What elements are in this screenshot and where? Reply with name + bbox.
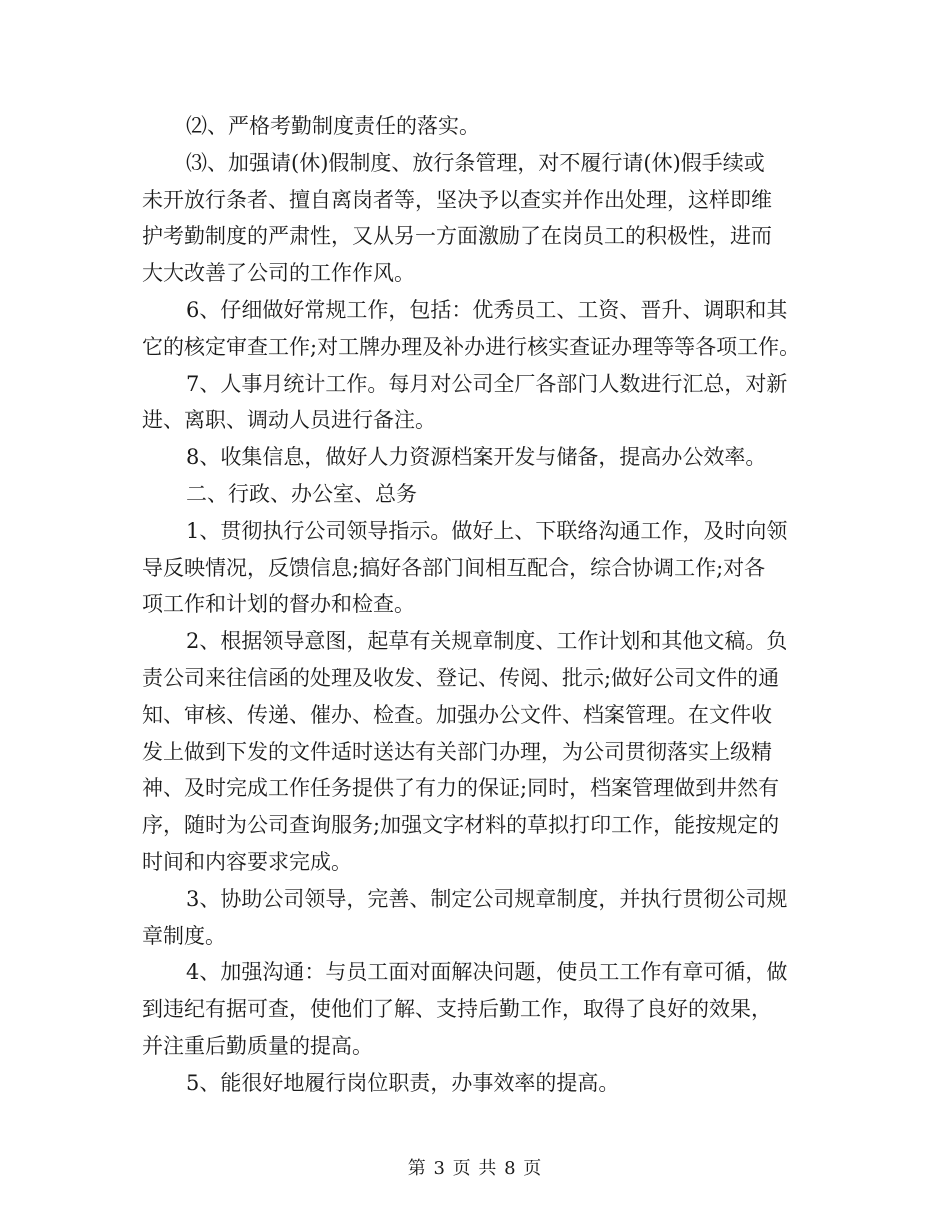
text-line: 未开放行条者、擅自离岗者等，坚决予以查实并作出处理，这样即维	[142, 187, 772, 212]
page-number-footer: 第 3 页 共 8 页	[407, 1158, 543, 1179]
paragraph-job-duties	[142, 1065, 807, 1102]
text-line: 4、加强沟通：与员工面对面解决问题，使员工工作有章可循，做	[186, 960, 788, 985]
text-line: 1、贯彻执行公司领导指示。做好上、下联络沟通工作，及时向领	[186, 518, 788, 543]
text-line: 它的核定审查工作;对工牌办理及补办进行核实查证办理等等各项工作。	[142, 334, 801, 359]
text-line: 知、审核、传递、催办、检查。加强办公文件、档案管理。在文件收	[142, 702, 772, 727]
text-line: 章制度。	[142, 923, 226, 948]
paragraph-routine-work	[142, 292, 807, 366]
text-line: 护考勤制度的严肃性，又从另一方面激励了在岗员工的积极性，进而	[142, 224, 772, 249]
text-line: 发上做到下发的文件适时送达有关部门办理，为公司贯彻落实上级精	[142, 739, 772, 764]
paragraph-leadership-instructions	[142, 513, 807, 623]
section-heading: 二、行政、办公室、总务	[186, 481, 417, 506]
text-line: 2、根据领导意图，起草有关规章制度、工作计划和其他文稿。负	[186, 629, 788, 654]
text-line: ⑵、严格考勤制度责任的落实。	[186, 114, 480, 138]
text-line: 6、仔细做好常规工作，包括：优秀员工、工资、晋升、调职和其	[186, 297, 788, 322]
text-line: 8、收集信息，做好人力资源档案开发与储备，提高办公效率。	[186, 445, 767, 470]
paragraph-information-collection	[142, 439, 807, 476]
text-line: 序，随时为公司查询服务;加强文字材料的草拟打印工作，能按规定的	[142, 813, 780, 838]
text-line: 大大改善了公司的工作作风。	[142, 261, 415, 286]
paragraph-drafting-documents	[142, 623, 807, 881]
text-line: 7、人事月统计工作。每月对公司全厂各部门人数进行汇总，对新	[186, 371, 788, 396]
text-line: 到违纪有据可查，使他们了解、支持后勤工作，取得了良好的效果，	[142, 997, 772, 1022]
text-line: 时间和内容要求完成。	[142, 849, 352, 874]
text-line: ⑶、加强请(休)假制度、放行条管理，对不履行请(休)假手续或	[186, 150, 765, 175]
text-line: 责公司来往信函的处理及收发、登记、传阅、批示;做好公司文件的通	[142, 665, 780, 690]
document-body	[142, 108, 807, 1102]
paragraph-attendance-responsibility	[142, 108, 807, 145]
text-line: 项工作和计划的督办和检查。	[142, 592, 415, 617]
paragraph-monthly-statistics	[142, 366, 807, 440]
text-line: 并注重后勤质量的提高。	[142, 1033, 373, 1058]
section-heading-admin-office	[142, 476, 807, 513]
text-line: 5、能很好地履行岗位职责，办事效率的提高。	[186, 1070, 620, 1095]
text-line: 导反映情况，反馈信息;搞好各部门间相互配合，综合协调工作;对各	[142, 555, 766, 580]
paragraph-assist-leadership	[142, 881, 807, 955]
text-line: 3、协助公司领导，完善、制定公司规章制度，并执行贯彻公司规	[186, 886, 788, 911]
paragraph-leave-management	[142, 145, 807, 292]
text-line: 神、及时完成工作任务提供了有力的保证;同时，档案管理做到井然有	[142, 776, 780, 801]
text-line: 进、离职、调动人员进行备注。	[142, 408, 436, 433]
paragraph-communication	[142, 954, 807, 1064]
